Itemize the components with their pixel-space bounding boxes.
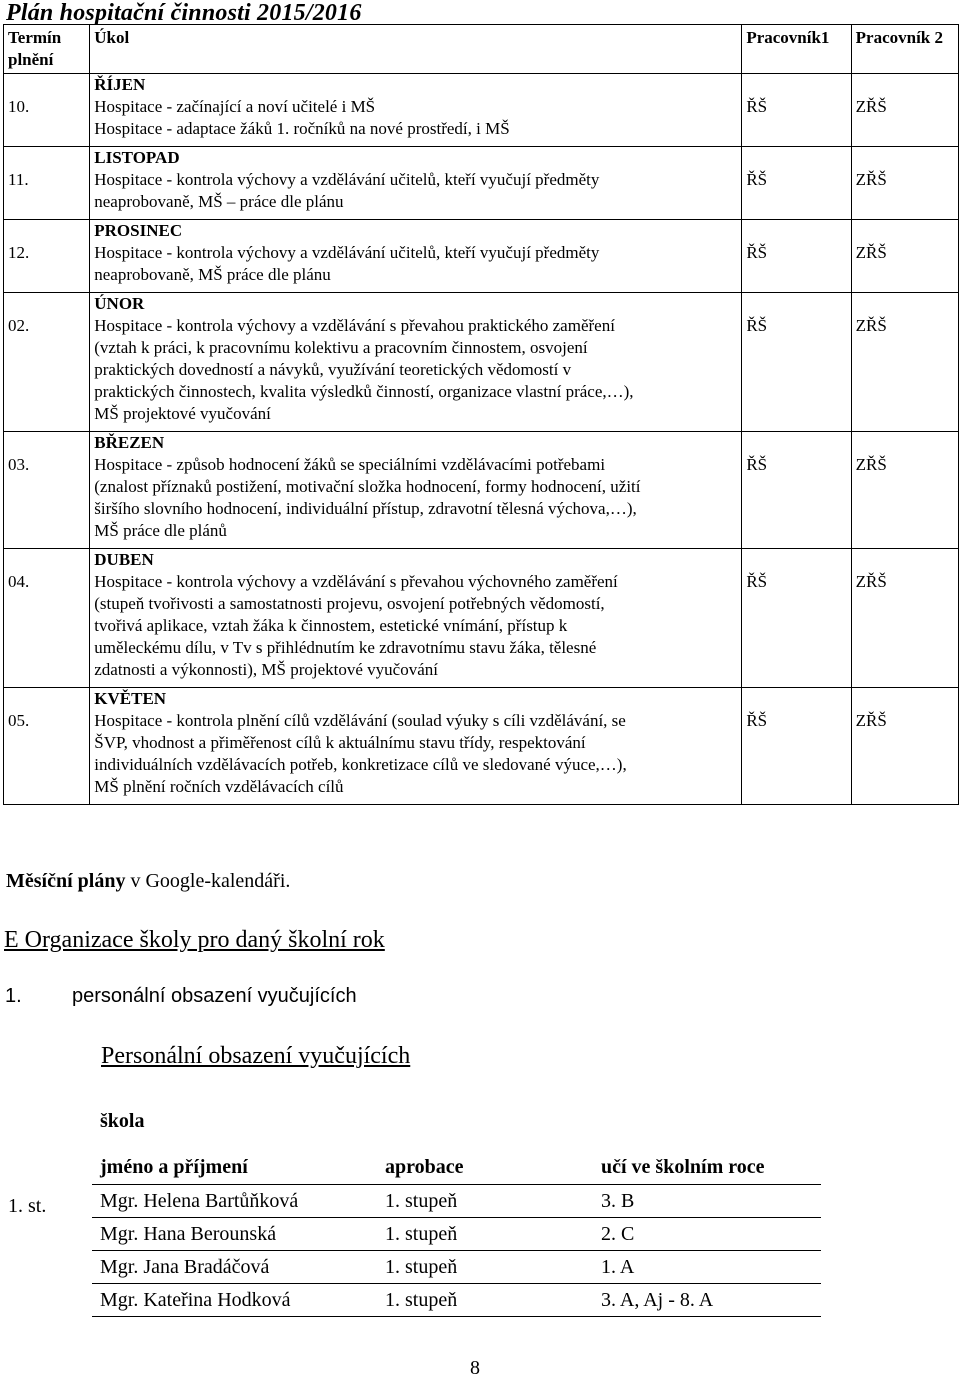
plan-table-header-row (4, 25, 959, 74)
plan-worker1-cell (742, 147, 851, 220)
plan-worker2: ZŘŠ (855, 243, 887, 262)
plan-table-body (4, 74, 959, 805)
plan-task-cell (90, 688, 742, 805)
plan-task-line: Hospitace - kontrola plnění cílů vzdělávání (soulad výuky s cíli vzdělávání, se (94, 711, 626, 730)
plan-worker1: ŘŠ (746, 572, 768, 591)
monthly-plans-bold: Měsíční plány (6, 870, 126, 892)
plan-worker1: ŘŠ (746, 97, 768, 116)
plan-month: BŘEZEN (94, 433, 165, 452)
plan-term-cell (4, 688, 90, 805)
plan-term: 04. (8, 572, 30, 591)
plan-row (4, 688, 959, 805)
plan-worker2-cell (851, 549, 958, 688)
staff-row (92, 1185, 821, 1218)
staff-name: Mgr. Jana Bradáčová (92, 1251, 377, 1284)
plan-task-line: praktických činnostech, kvalita výsledků činností, organizace vlastní práce,…), (94, 382, 634, 401)
staff-table (92, 1150, 821, 1317)
staff-approbation: 1. stupeň (377, 1218, 593, 1251)
plan-task-cell (90, 220, 742, 293)
plan-worker1: ŘŠ (746, 170, 768, 189)
staff-table-header-row (92, 1150, 821, 1185)
header-worker2: Pracovník 2 (851, 25, 958, 74)
plan-worker2-cell (851, 293, 958, 432)
plan-task-line: praktických dovedností a návyků, využívání teoretických vědomostí v (94, 360, 572, 379)
plan-task-line: (stupeň tvořivosti a samostatnosti projevu, osvojení potřebných vědomostí, (94, 594, 605, 613)
plan-task-line: Hospitace - kontrola výchovy a vzdělávání učitelů, kteří vyučují předměty (94, 170, 600, 189)
page-number: 8 (470, 1357, 480, 1379)
plan-task-line: uměleckému dílu, v Tv s přihlédnutím ke zdravotnímu stavu žáka, tělesné (94, 638, 597, 657)
plan-worker2-cell (851, 147, 958, 220)
plan-task-line: Hospitace - kontrola výchovy a vzdělávání s převahou praktického zaměření (94, 316, 615, 335)
staff-classes: 3. B (593, 1185, 821, 1218)
plan-row (4, 293, 959, 432)
staff-header-name: jméno a příjmení (100, 1155, 248, 1178)
plan-task-cell (90, 147, 742, 220)
page-title: Plán hospitační činnosti 2015/2016 (6, 0, 362, 26)
plan-task-cell (90, 74, 742, 147)
plan-worker1-cell (742, 220, 851, 293)
plan-task-line: neaprobovaně, MŠ práce dle plánu (94, 265, 331, 284)
plan-worker1: ŘŠ (746, 711, 768, 730)
plan-task-line: MŠ projektové vyučování (94, 404, 271, 423)
plan-term-cell (4, 74, 90, 147)
plan-task-line: Hospitace - kontrola výchovy a vzdělávání s převahou výchovného zaměření (94, 572, 618, 591)
plan-row (4, 74, 959, 147)
plan-task-line: (znalost příznaků postižení, motivační složka hodnocení, formy hodnocení, užití (94, 477, 641, 496)
plan-task-line: neaprobovaně, MŠ – práce dle plánu (94, 192, 344, 211)
plan-worker1-cell (742, 549, 851, 688)
staff-row (92, 1218, 821, 1251)
plan-row (4, 432, 959, 549)
plan-task-cell (90, 432, 742, 549)
plan-term-cell (4, 432, 90, 549)
plan-worker2: ZŘŠ (855, 572, 887, 591)
staff-approbation: 1. stupeň (377, 1185, 593, 1218)
staff-approbation: 1. stupeň (377, 1284, 593, 1317)
plan-worker2: ZŘŠ (855, 316, 887, 335)
plan-worker2: ZŘŠ (855, 170, 887, 189)
staff-name: Mgr. Hana Berounská (92, 1218, 377, 1251)
plan-worker2: ZŘŠ (855, 711, 887, 730)
list-item-text: personální obsazení vyučujících (72, 985, 357, 1007)
plan-worker2-cell (851, 432, 958, 549)
plan-month: ŘÍJEN (94, 75, 146, 94)
plan-row (4, 147, 959, 220)
plan-task-line: MŠ plnění ročních vzdělávacích cílů (94, 777, 344, 796)
plan-task-line: tvořivá aplikace, vztah žáka k činnostem, estetické vnímání, přístup k (94, 616, 568, 635)
grade-label: 1. st. (8, 1195, 47, 1217)
plan-month: PROSINEC (94, 221, 183, 240)
plan-month: KVĚTEN (94, 689, 167, 708)
staff-classes: 2. C (593, 1218, 821, 1251)
staff-row (92, 1284, 821, 1317)
plan-worker1-cell (742, 74, 851, 147)
header-term: Termín plnění (4, 25, 90, 74)
staff-classes: 1. A (593, 1251, 821, 1284)
plan-task-line: MŠ práce dle plánů (94, 521, 227, 540)
plan-worker2: ZŘŠ (855, 455, 887, 474)
section-heading-e: E Organizace školy pro daný školní rok (4, 927, 385, 953)
staff-header-classes: učí ve školním roce (601, 1155, 765, 1178)
plan-term: 10. (8, 97, 30, 116)
plan-task-line: Hospitace - kontrola výchovy a vzdělávání učitelů, kteří vyučují předměty (94, 243, 600, 262)
plan-worker2-cell (851, 74, 958, 147)
plan-row (4, 220, 959, 293)
staff-approbation: 1. stupeň (377, 1251, 593, 1284)
school-label: škola (100, 1110, 145, 1132)
staff-classes: 3. A, Aj - 8. A (593, 1284, 821, 1317)
plan-task-line: Hospitace - začínající a noví učitelé i MŠ (94, 97, 376, 116)
plan-term-cell (4, 549, 90, 688)
plan-month: DUBEN (94, 550, 154, 569)
plan-worker1-cell (742, 432, 851, 549)
plan-month: ÚNOR (94, 294, 145, 313)
plan-task-line: zdatnosti a výkonnosti), MŠ projektové vyučování (94, 660, 438, 679)
plan-worker1: ŘŠ (746, 316, 768, 335)
plan-worker1: ŘŠ (746, 455, 768, 474)
plan-task-line: Hospitace - adaptace žáků 1. ročníků na nové prostředí, i MŠ (94, 119, 510, 138)
plan-term: 11. (8, 170, 29, 189)
plan-worker2: ZŘŠ (855, 97, 887, 116)
plan-term: 05. (8, 711, 30, 730)
plan-worker2-cell (851, 220, 958, 293)
plan-term: 02. (8, 316, 30, 335)
plan-term: 12. (8, 243, 30, 262)
plan-task-line: (vztah k práci, k pracovnímu kolektivu a pracovním činnostem, osvojení (94, 338, 588, 357)
plan-month: LISTOPAD (94, 148, 180, 167)
monthly-plans-rest: v Google-kalendáři. (125, 870, 291, 892)
header-worker1: Pracovník1 (742, 25, 851, 74)
staff-name: Mgr. Kateřina Hodková (92, 1284, 377, 1317)
plan-term-cell (4, 147, 90, 220)
plan-task-line: individuálních vzdělávacích potřeb, konkretizace cílů ve sledované výuce,…), (94, 755, 627, 774)
numbered-list-item (5, 985, 357, 1008)
plan-task-cell (90, 549, 742, 688)
plan-term: 03. (8, 455, 30, 474)
plan-worker2-cell (851, 688, 958, 805)
monthly-plans-note (6, 870, 290, 893)
plan-worker1-cell (742, 688, 851, 805)
plan-worker1-cell (742, 293, 851, 432)
plan-row (4, 549, 959, 688)
hospitation-plan-table (3, 24, 959, 805)
plan-task-line: ŠVP, vhodnost a přiměřenost cílů k aktuálnímu stavu třídy, respektování (94, 733, 586, 752)
staff-title: Personální obsazení vyučujících (101, 1043, 411, 1069)
list-item-number: 1. (5, 985, 22, 1007)
plan-task-cell (90, 293, 742, 432)
staff-name: Mgr. Helena Bartůňková (92, 1185, 377, 1218)
plan-term-cell (4, 220, 90, 293)
plan-term-cell (4, 293, 90, 432)
plan-worker1: ŘŠ (746, 243, 768, 262)
plan-task-line: Hospitace - způsob hodnocení žáků se speciálními vzdělávacími potřebami (94, 455, 606, 474)
header-task: Úkol (90, 25, 742, 74)
staff-row (92, 1251, 821, 1284)
plan-task-line: širšího slovního hodnocení, individuální přístup, zdravotní tělesná výchova,…), (94, 499, 637, 518)
staff-table-body (92, 1185, 821, 1317)
staff-header-approbation: aprobace (385, 1155, 464, 1178)
